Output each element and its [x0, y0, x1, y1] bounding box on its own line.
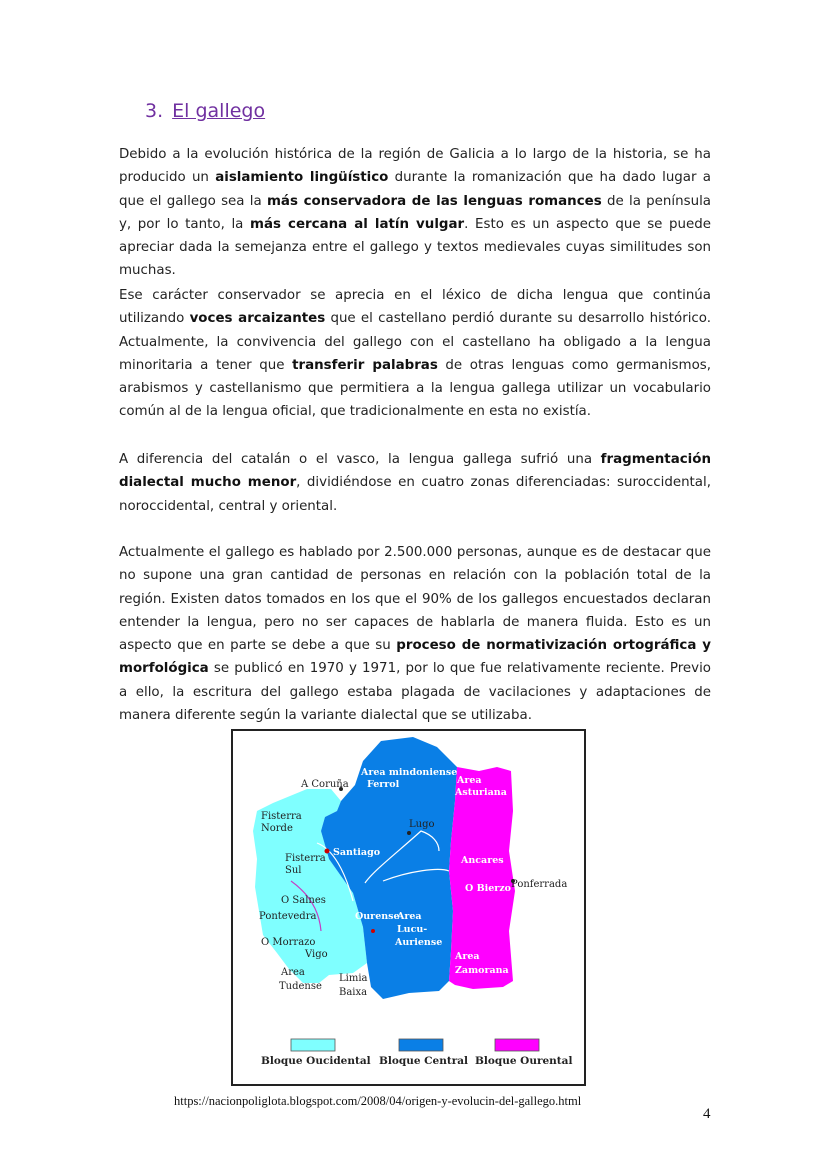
paragraph: [119, 448, 711, 518]
city-dot: [407, 831, 411, 835]
map-label: Area: [397, 911, 422, 922]
map-label: Limia: [339, 973, 368, 984]
paragraph: [119, 143, 711, 283]
legend-label-occidental: Bloque Oucidental: [261, 1055, 371, 1067]
map-label: Vigo: [305, 949, 328, 960]
paragraph: [119, 541, 711, 727]
section-number: 3.: [145, 100, 164, 122]
map-label: Lugo: [409, 819, 435, 830]
map-label: Asturiana: [455, 787, 507, 798]
text-run: A diferencia del catalán o el vasco, la lengua gallega sufrió una: [119, 452, 601, 467]
legend-label-central: Bloque Central: [379, 1055, 469, 1067]
map-label: Auriense: [395, 937, 443, 948]
bold-phrase: transferir palabras: [292, 357, 438, 373]
paragraph: [119, 284, 711, 424]
bold-phrase: proceso de normativización ortográfica y morfológica: [119, 638, 711, 677]
dialect-map-figure: [231, 729, 586, 1086]
map-label: Norde: [261, 823, 293, 834]
text-run: , dividiéndose en cuatro zonas diferenciadas: suroccidental, noroccidental, central y oriental.: [119, 475, 711, 514]
map-label: Area mindoniense: [361, 767, 458, 778]
legend-swatch-occidental: [291, 1039, 335, 1051]
map-label: Lucu-: [397, 924, 428, 935]
city-dot: [371, 929, 375, 933]
dialect-map: [233, 731, 584, 1084]
bold-phrase: aislamiento lingüístico: [215, 170, 389, 186]
map-label: Baixa: [339, 987, 368, 998]
map-label: A Coruña: [301, 779, 349, 790]
map-label: Tudense: [279, 981, 322, 992]
map-label: Area: [281, 967, 305, 978]
map-label: Ourense: [355, 911, 400, 922]
legend-label-oriental: Bloque Ourental: [475, 1055, 573, 1067]
map-label: Ferrol: [367, 779, 400, 790]
section-title: El gallego: [172, 100, 266, 122]
map-label: Pontevedra: [259, 911, 317, 922]
text-run: Ese carácter conservador se aprecia en el léxico de dicha lengua que continúa utilizando: [119, 288, 711, 327]
map-label: Fisterra: [285, 853, 326, 864]
map-label: Ancares: [461, 855, 504, 866]
map-label: Ponferrada: [511, 879, 568, 890]
text-run: de la península y, por lo tanto, la: [119, 193, 711, 232]
text-run: Actualmente el gallego es hablado por 2.500.000 personas, aunque es de destacar que no supone una gran cantidad de personas en relación con la población total de la región. Existen datos tomados en los que el 90% de los gallegos encuestados declaran entender la lengua, pero no ser capaces de hablarla de manera fluida. Esto es un aspecto que en parte se debe a que su: [119, 545, 711, 654]
legend-swatch-central: [399, 1039, 443, 1051]
map-label: O Morrazo: [261, 937, 316, 948]
text-run: . Esto es un aspecto que se puede apreciar dada la semejanza entre el gallego y textos medievales cuyas similitudes son muchas.: [119, 216, 711, 279]
map-label: Zamorana: [455, 965, 509, 976]
map-label: Area: [455, 951, 480, 962]
map-label: Sul: [285, 865, 302, 876]
text-run: de otras lenguas como germanismos, arabismos y castellanismo que permitiera a la lengua gallega utilizar un vocabulario común al de la lengua oficial, que tradicionalmente en esta no existía.: [119, 357, 711, 420]
bold-phrase: más conservadora de las lenguas romances: [266, 193, 602, 209]
map-label: Santiago: [333, 847, 381, 858]
page-number: 4: [703, 1106, 711, 1122]
map-label: Fisterra: [261, 811, 302, 822]
map-label: Area: [457, 775, 482, 786]
section-heading: [145, 100, 265, 122]
bold-phrase: voces arcaizantes: [189, 311, 326, 327]
text-run: que el castellano perdió durante su desarrollo histórico. Actualmente, la convivencia del gallego con el castellano ha obligado a la lengua minoritaria a tener que: [119, 311, 711, 373]
text-run: durante la romanización que ha dado lugar a que el gallego sea la: [119, 170, 711, 209]
text-run: Debido a la evolución histórica de la región de Galicia a lo largo de la historia, se ha producido un: [119, 147, 711, 186]
bold-phrase: más cercana al latín vulgar: [250, 216, 465, 232]
text-run: se publicó en 1970 y 1971, por lo que fue relativamente reciente. Previo a ello, la escritura del gallego estaba plagada de vacilaciones y adaptaciones de manera diferente según la variante dialectal que se utilizaba.: [119, 661, 711, 724]
bold-phrase: fragmentación dialectal mucho menor: [119, 452, 711, 491]
map-label: O Bierzo: [465, 883, 512, 894]
legend-swatch-oriental: [495, 1039, 539, 1051]
image-source-caption: https://nacionpoliglota.blogspot.com/2008/04/origen-y-evolucin-del-gallego.html: [174, 1094, 582, 1108]
map-label: O Salnes: [281, 895, 326, 906]
